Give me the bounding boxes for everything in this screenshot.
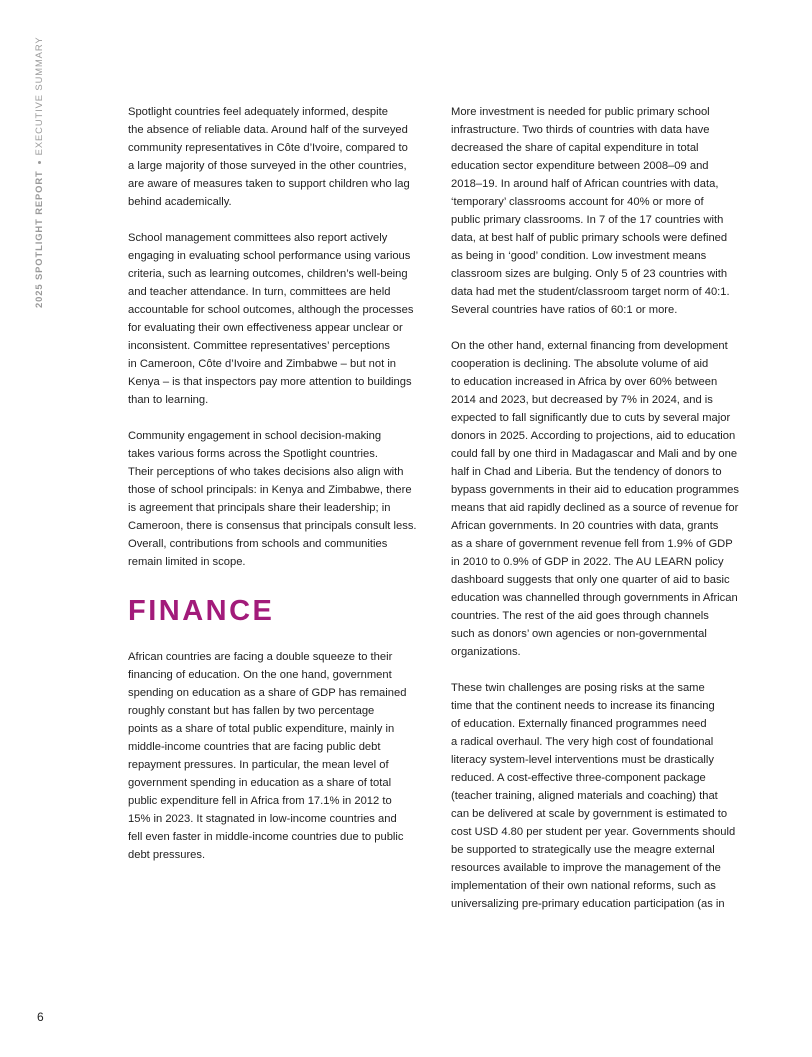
- right-column: [451, 103, 751, 931]
- text-line: repayment pressures. In particular, the mean level of: [128, 759, 389, 771]
- text-line: On the other hand, external financing from development: [451, 340, 728, 352]
- text-line: expected to fall significantly due to cuts by several major: [451, 412, 731, 424]
- text-line: a radical overhaul. The very high cost of foundational: [451, 736, 714, 748]
- text-line: Cameroon, there is consensus that principals consult less.: [128, 520, 417, 532]
- text-line: as being in ‘good’ condition. Low investment means: [451, 250, 707, 262]
- text-line: and teacher attendance. In turn, committees are held: [128, 286, 391, 298]
- text-line: education was channelled through governments in African: [451, 592, 738, 604]
- text-line: remain limited in scope.: [128, 556, 246, 568]
- running-header: [31, 36, 47, 308]
- text-line: These twin challenges are posing risks at the same: [451, 682, 705, 694]
- text-line: criteria, such as learning outcomes, children’s well-being: [128, 268, 408, 280]
- text-line: in Cameroon, Côte d’Ivoire and Zimbabwe – but not in: [128, 358, 397, 370]
- text-line: time that the continent needs to increase its financing: [451, 700, 715, 712]
- text-line: classroom sizes are bulging. Only 5 of 23 countries with: [451, 268, 728, 280]
- paragraph-twin-challenges: [451, 679, 751, 913]
- text-line: reduced. A cost-effective three-component package: [451, 772, 706, 784]
- text-line: points as a share of total public expenditure, mainly in: [128, 723, 395, 735]
- section-label: EXECUTIVE SUMMARY: [33, 36, 44, 156]
- text-line: universalizing pre-primary education participation (as in: [451, 898, 725, 910]
- paragraph-double-squeeze: [128, 648, 424, 864]
- text-line: middle-income countries that are facing public debt: [128, 741, 381, 753]
- text-line: community representatives in Côte d’Ivoire, compared to: [128, 142, 408, 154]
- paragraph-informed: [128, 103, 424, 211]
- text-line: cost USD 4.80 per student per year. Governments should: [451, 826, 736, 838]
- text-line: half in Chad and Liberia. But the tendency of donors to: [451, 466, 722, 478]
- text-line: be supported to strategically use the meagre external: [451, 844, 715, 856]
- text-line: dashboard suggests that only one quarter of aid to basic: [451, 574, 730, 586]
- text-line: a large majority of those surveyed in the other countries,: [128, 160, 407, 172]
- running-header-text: [31, 36, 47, 308]
- text-line: Overall, contributions from schools and communities: [128, 538, 388, 550]
- text-line: spending on education as a share of GDP has remained: [128, 687, 407, 699]
- text-line: roughly constant but has fallen by two percentage: [128, 705, 375, 717]
- text-line: education sector expenditure between 2008–09 and: [451, 160, 709, 172]
- text-line: to education increased in Africa by over 60% between: [451, 376, 718, 388]
- text-line: than to learning.: [128, 394, 209, 406]
- text-line: means that aid rapidly declined as a source of revenue for: [451, 502, 739, 514]
- text-line: resources available to improve the management of the: [451, 862, 721, 874]
- text-line: Kenya – is that inspectors pay more attention to buildings: [128, 376, 412, 388]
- text-line: infrastructure. Two thirds of countries with data have: [451, 124, 710, 136]
- text-line: Their perceptions of who takes decisions also align with: [128, 466, 404, 478]
- text-line: bypass governments in their aid to education programmes: [451, 484, 739, 496]
- separator-dot-icon: [38, 161, 41, 164]
- text-line: can be delivered at scale by government is estimated to: [451, 808, 728, 820]
- text-line: such as donors’ own agencies or non-governmental: [451, 628, 707, 640]
- text-line: countries. The rest of the aid goes through channels: [451, 610, 709, 622]
- text-line: literacy system-level interventions must be drastically: [451, 754, 714, 766]
- text-line: accountable for school outcomes, although the processes: [128, 304, 414, 316]
- text-line: (teacher training, aligned materials and coaching) that: [451, 790, 718, 802]
- text-line: inconsistent. Committee representatives’ perceptions: [128, 340, 390, 352]
- text-line: is agreement that principals share their leadership; in: [128, 502, 391, 514]
- text-line: data had met the student/classroom target norm of 40:1.: [451, 286, 730, 298]
- paragraph-infrastructure: [451, 103, 751, 319]
- section-heading-finance: FINANCE: [128, 595, 275, 627]
- text-line: More investment is needed for public primary school: [451, 106, 710, 118]
- text-line: African governments. In 20 countries with data, grants: [451, 520, 719, 532]
- report-label: 2025 SPOTLIGHT REPORT: [33, 170, 44, 308]
- text-line: African countries are facing a double squeeze to their: [128, 651, 393, 663]
- text-line: of education. Externally financed programmes need: [451, 718, 707, 730]
- text-line: 15% in 2023. It stagnated in low-income countries and: [128, 813, 397, 825]
- text-line: as a share of government revenue fell from 1.9% of GDP: [451, 538, 733, 550]
- text-line: decreased the share of capital expenditure in total: [451, 142, 699, 154]
- text-line: public primary classrooms. In 7 of the 17 countries with: [451, 214, 724, 226]
- text-line: Community engagement in school decision-making: [128, 430, 382, 442]
- paragraph-external-financing: [451, 337, 751, 661]
- text-line: the absence of reliable data. Around half of the surveyed: [128, 124, 408, 136]
- text-line: donors in 2025. According to projections, aid to education: [451, 430, 736, 442]
- text-line: engaging in evaluating school performance using various: [128, 250, 411, 262]
- text-line: takes various forms across the Spotlight countries.: [128, 448, 378, 460]
- text-line: Several countries have ratios of 60:1 or more.: [451, 304, 678, 316]
- paragraph-community: [128, 427, 424, 571]
- text-line: Spotlight countries feel adequately informed, despite: [128, 106, 388, 118]
- text-line: fell even faster in middle-income countries due to public: [128, 831, 404, 843]
- text-line: for evaluating their own effectiveness appear unclear or: [128, 322, 403, 334]
- text-line: in 2010 to 0.9% of GDP in 2022. The AU LEARN policy: [451, 556, 724, 568]
- paragraph-committees: [128, 229, 424, 409]
- text-line: are aware of measures taken to support children who lag: [128, 178, 410, 190]
- text-line: School management committees also report actively: [128, 232, 388, 244]
- text-line: cooperation is declining. The absolute volume of aid: [451, 358, 709, 370]
- text-line: those of school principals: in Kenya and Zimbabwe, there: [128, 484, 412, 496]
- text-line: government spending in education as a share of total: [128, 777, 392, 789]
- text-line: could fall by one third in Madagascar and Mali and by one: [451, 448, 738, 460]
- text-line: ‘temporary’ classrooms account for 40% or more of: [451, 196, 704, 208]
- text-line: 2018–19. In around half of African countries with data,: [451, 178, 719, 190]
- text-line: public expenditure fell in Africa from 17.1% in 2012 to: [128, 795, 392, 807]
- text-line: data, at best half of public primary schools were defined: [451, 232, 728, 244]
- page-number: 6: [37, 1010, 44, 1024]
- text-line: organizations.: [451, 646, 521, 658]
- text-line: debt pressures.: [128, 849, 206, 861]
- left-column: [128, 103, 424, 882]
- text-line: behind academically.: [128, 196, 232, 208]
- text-line: financing of education. On the one hand, government: [128, 669, 392, 681]
- text-line: implementation of their own national reforms, such as: [451, 880, 716, 892]
- text-line: 2014 and 2023, but decreased by 7% in 2024, and is: [451, 394, 713, 406]
